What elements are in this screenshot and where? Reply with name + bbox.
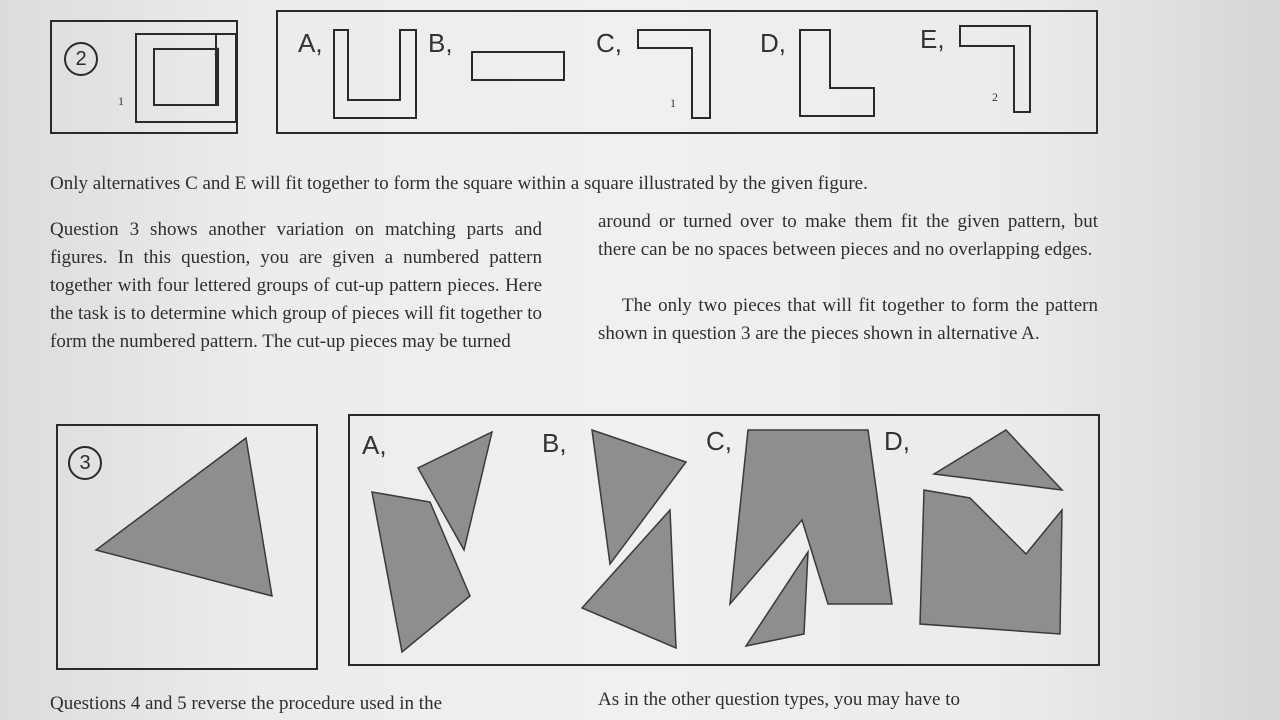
q3-option-d-label[interactable]: D, [884, 426, 910, 456]
q3-options-box [348, 414, 1100, 666]
q2-number: 2 [75, 47, 87, 70]
q2-options-box [276, 10, 1098, 134]
q2-option-c-piece-label: 1 [670, 96, 676, 110]
q2-option-b-shape[interactable] [470, 50, 570, 90]
q3-option-c-label[interactable]: C, [706, 426, 732, 456]
right-paragraph-1: around or turned over to make them fit the given pattern, but there can be no spaces between pieces and no overlapping edges. [598, 211, 1098, 260]
right-paragraph-2: The only two pieces that will fit together to form the pattern shown in question 3 are the pieces shown in alternative A. [598, 295, 1098, 344]
q2-square-in-square [52, 22, 240, 136]
q2-option-c-label[interactable]: C, [596, 28, 622, 58]
q2-option-e-shape[interactable] [958, 24, 1048, 124]
bottom-left-text: Questions 4 and 5 reverse the procedure used in the [50, 693, 443, 714]
q2-option-d-shape[interactable] [798, 28, 888, 128]
q3-option-a-shapes[interactable] [370, 430, 530, 670]
q3-option-c-piece-1 [730, 430, 892, 604]
q3-number: 3 [79, 451, 91, 474]
q2-option-a-label[interactable]: A, [298, 28, 323, 58]
q2-option-b-label[interactable]: B, [428, 28, 453, 58]
q3-option-d-shapes[interactable] [918, 428, 1088, 668]
q3-triangle-pattern [58, 426, 320, 672]
q2-piece-label-1: 1 [118, 94, 124, 108]
left-paragraph: Question 3 shows another variation on matching parts and figures. In this question, you are given a numbered pattern together with four lettered groups of cut-up pattern pieces. Here the task is to determine which group of pieces will fit together to form the numbered pattern. The cut-up pieces may be turned [50, 219, 542, 352]
q3-option-c-shapes[interactable] [724, 428, 914, 668]
q2-option-e-piece-label: 2 [992, 90, 998, 104]
q3-option-d-piece-1 [934, 430, 1062, 490]
q2-figure-box [50, 20, 238, 134]
q2-piece-label-2: 2 [214, 44, 220, 58]
q3-option-d-piece-2 [920, 490, 1062, 634]
q3-option-b-shapes[interactable] [578, 428, 718, 668]
bottom-right-text: As in the other question types, you may have to [598, 689, 960, 710]
q2-option-e-label[interactable]: E, [920, 24, 945, 54]
summary-text: Only alternatives C and E will fit together to form the square within a square illustrated by the given figure. [50, 173, 868, 194]
q2-option-a-shape[interactable] [332, 28, 432, 128]
q2-option-c-shape[interactable] [636, 28, 726, 128]
q3-option-b-label[interactable]: B, [542, 428, 567, 458]
q2-option-d-label[interactable]: D, [760, 28, 786, 58]
q3-figure-box [56, 424, 318, 670]
q3-option-a-label[interactable]: A, [362, 430, 387, 460]
